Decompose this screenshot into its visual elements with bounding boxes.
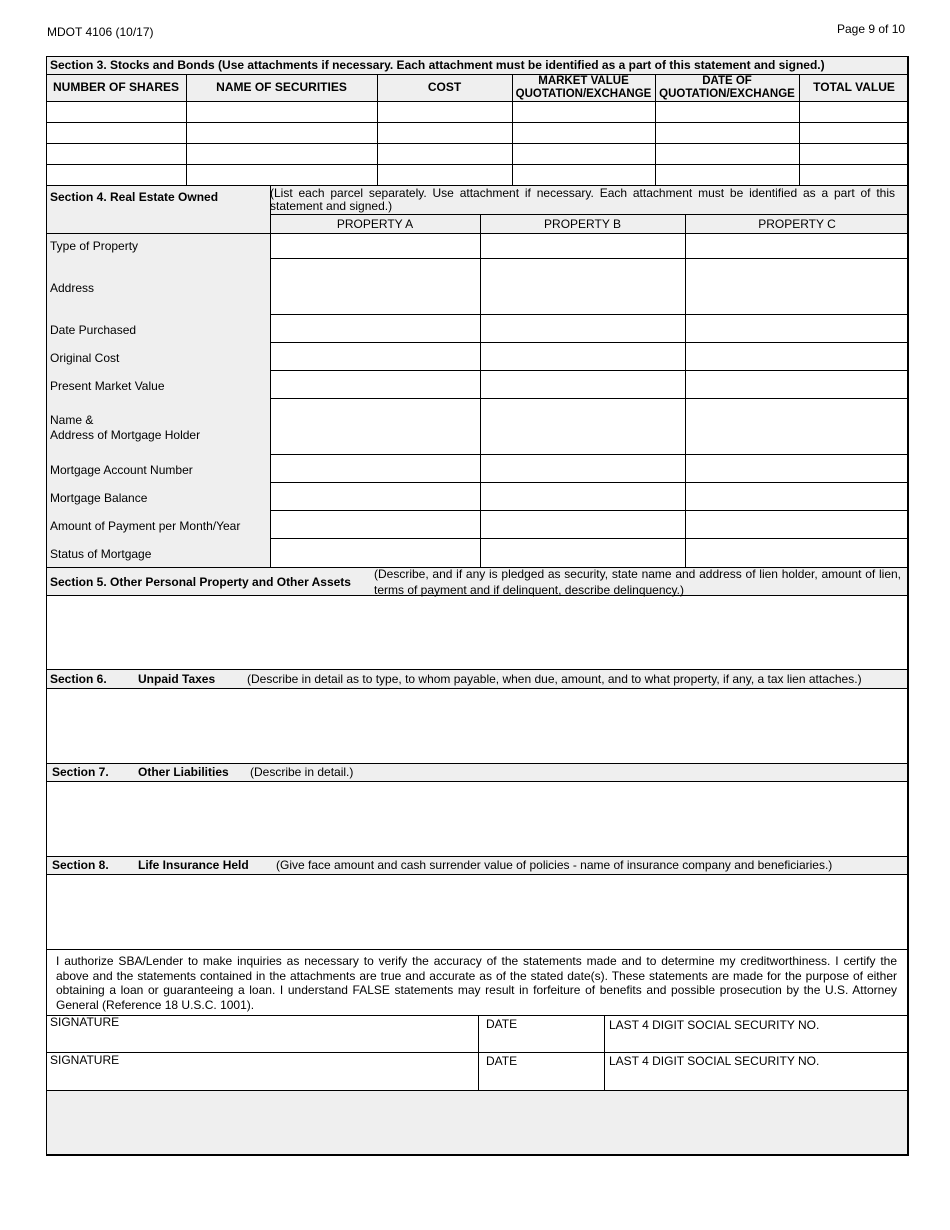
row-address: Address bbox=[50, 281, 95, 295]
form-frame bbox=[46, 56, 909, 1156]
section7-instructions: (Describe in detail.) bbox=[250, 765, 354, 779]
row-original-cost: Original Cost bbox=[50, 351, 120, 365]
col-market-value: MARKET VALUE QUOTATION/EXCHANGE bbox=[515, 75, 652, 100]
section5-instructions: (Describe, and if any is pledged as security, state name and address of lien holder, amount of lien, terms of payment and if delinquent, describe delinquency.) bbox=[374, 567, 901, 597]
form-border bbox=[46, 56, 909, 1156]
row-payment-per-month-year: Amount of Payment per Month/Year bbox=[50, 519, 241, 533]
row-status-of-mortgage: Status of Mortgage bbox=[50, 547, 152, 561]
authorization-statement: I authorize SBA/Lender to make inquiries as necessary to verify the accuracy of the statements made and to determine my creditworthiness. I certify the above and the statements contained in the attachments are true and accurate as of the stated date(s). These statements are made for the purpose of either obtaining a loan or guaranteeing a loan. I understand FALSE statements may result in forfeiture of benefits and possible prosecution by the U.S. Attorney General (Reference 18 U.S.C. 1001). bbox=[56, 954, 897, 1012]
ssn-label-1: LAST 4 DIGIT SOCIAL SECURITY NO. bbox=[609, 1018, 820, 1032]
section5-title: Section 5. Other Personal Property and Other Assets bbox=[50, 575, 351, 589]
col-cost: COST bbox=[427, 80, 462, 94]
col-number-of-shares: NUMBER OF SHARES bbox=[52, 80, 179, 94]
row-mortgage-holder: Name & Address of Mortgage Holder bbox=[50, 413, 201, 442]
row-type-of-property: Type of Property bbox=[50, 239, 139, 253]
section6-instructions: (Describe in detail as to type, to whom payable, when due, amount, and to what property, if any, a tax lien attaches.) bbox=[247, 672, 862, 686]
date-label-2: DATE bbox=[486, 1054, 518, 1068]
section6-label: Section 6. bbox=[50, 672, 107, 686]
section7-title: Other Liabilities bbox=[138, 765, 229, 779]
section6-title: Unpaid Taxes bbox=[138, 672, 216, 686]
signature-label-2: SIGNATURE bbox=[50, 1053, 120, 1067]
section4-instructions: (List each parcel separately. Use attachment if necessary. Each attachment must be identified as a part of this statement and signed.) bbox=[270, 186, 895, 213]
col-name-of-securities: NAME OF SECURITIES bbox=[216, 80, 347, 94]
property-a-header: PROPERTY A bbox=[336, 217, 414, 231]
signature-label-1: SIGNATURE bbox=[50, 1015, 120, 1029]
form-id: MDOT 4106 (10/17) bbox=[47, 25, 154, 39]
row-mortgage-account-number: Mortgage Account Number bbox=[50, 463, 193, 477]
section7-label: Section 7. bbox=[52, 765, 109, 779]
ssn-label-2: LAST 4 DIGIT SOCIAL SECURITY NO. bbox=[609, 1054, 820, 1068]
section8-label: Section 8. bbox=[52, 858, 109, 872]
col-total-value: TOTAL VALUE bbox=[813, 80, 895, 94]
page-number: Page 9 of 10 bbox=[837, 22, 906, 36]
section3-title: Section 3. Stocks and Bonds (Use attachments if necessary. Each attachment must be identified as a part of this statement and signed.) bbox=[50, 58, 825, 72]
property-c-header: PROPERTY C bbox=[758, 217, 836, 231]
row-mortgage-balance: Mortgage Balance bbox=[50, 491, 148, 505]
section4-title: Section 4. Real Estate Owned bbox=[50, 190, 219, 204]
section8-instructions: (Give face amount and cash surrender value of policies - name of insurance company and beneficiaries.) bbox=[276, 858, 833, 872]
date-label-1: DATE bbox=[486, 1017, 518, 1031]
section8-title: Life Insurance Held bbox=[138, 858, 249, 872]
col-date-of-quotation: DATE OF QUOTATION/EXCHANGE bbox=[659, 75, 795, 100]
row-date-purchased: Date Purchased bbox=[50, 323, 137, 337]
property-b-header: PROPERTY B bbox=[544, 217, 621, 231]
row-present-market-value: Present Market Value bbox=[50, 379, 165, 393]
